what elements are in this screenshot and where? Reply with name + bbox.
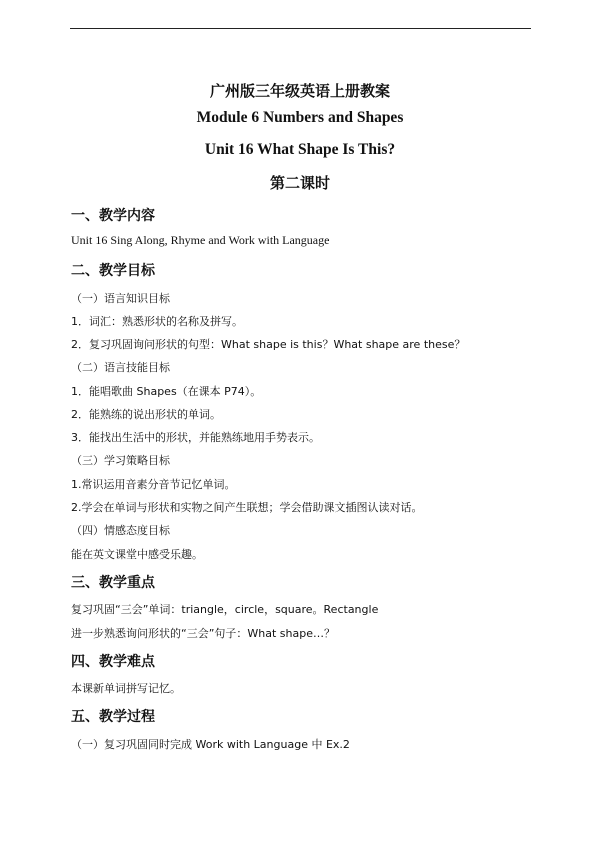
section-heading-process: 五、教学过程 xyxy=(71,709,155,725)
document-title: 广州版三年级英语上册教案 xyxy=(209,82,390,100)
goals-item: 2.学会在单词与形状和实物之间产生联想；学会借助课文插图认读对话。 xyxy=(71,501,423,514)
difficulties-item: 本课新单词拼写记忆。 xyxy=(71,682,181,695)
goals-sub-strategy: （三）学习策略目标 xyxy=(71,454,170,467)
goals-item: 2．复习巩固询问形状的句型：What shape is this？What shape are these？ xyxy=(71,338,466,351)
goals-item: 1．词汇：熟悉形状的名称及拼写。 xyxy=(71,315,243,328)
key-points-item: 复习巩固“三会”单词：triangle，circle，square。Rectangle xyxy=(71,603,379,616)
section-heading-content: 一、教学内容 xyxy=(71,208,155,224)
header-rule xyxy=(70,28,531,29)
goals-item: 3．能找出生活中的形状，并能熟练地用手势表示。 xyxy=(71,431,320,444)
goals-item: 2．能熟练的说出形状的单词。 xyxy=(71,408,221,421)
key-points-item: 进一步熟悉询问形状的“三会”句子：What shape…？ xyxy=(71,627,335,640)
goals-item: 1.常识运用音素分音节记忆单词。 xyxy=(71,478,236,491)
goals-item: 1．能唱歌曲 Shapes（在课本 P74）。 xyxy=(71,385,262,398)
goals-sub-skills: （二）语言技能目标 xyxy=(71,361,170,374)
goals-sub-attitude: （四）情感态度目标 xyxy=(71,524,170,537)
section-heading-key-points: 三、教学重点 xyxy=(71,575,155,591)
goals-item: 能在英文课堂中感受乐趣。 xyxy=(71,548,203,561)
lesson-title: 第二课时 xyxy=(269,174,330,192)
content-text: Unit 16 Sing Along, Rhyme and Work with Language xyxy=(71,233,330,247)
goals-sub-knowledge: （一）语言知识目标 xyxy=(71,292,170,305)
unit-title: Unit 16 What Shape Is This? xyxy=(204,141,396,158)
process-item: （一）复习巩固同时完成 Work with Language 中 Ex.2 xyxy=(71,738,350,751)
module-title: Module 6 Numbers and Shapes xyxy=(196,109,404,126)
section-heading-goals: 二、教学目标 xyxy=(71,263,155,279)
section-heading-difficulties: 四、教学难点 xyxy=(71,654,155,670)
